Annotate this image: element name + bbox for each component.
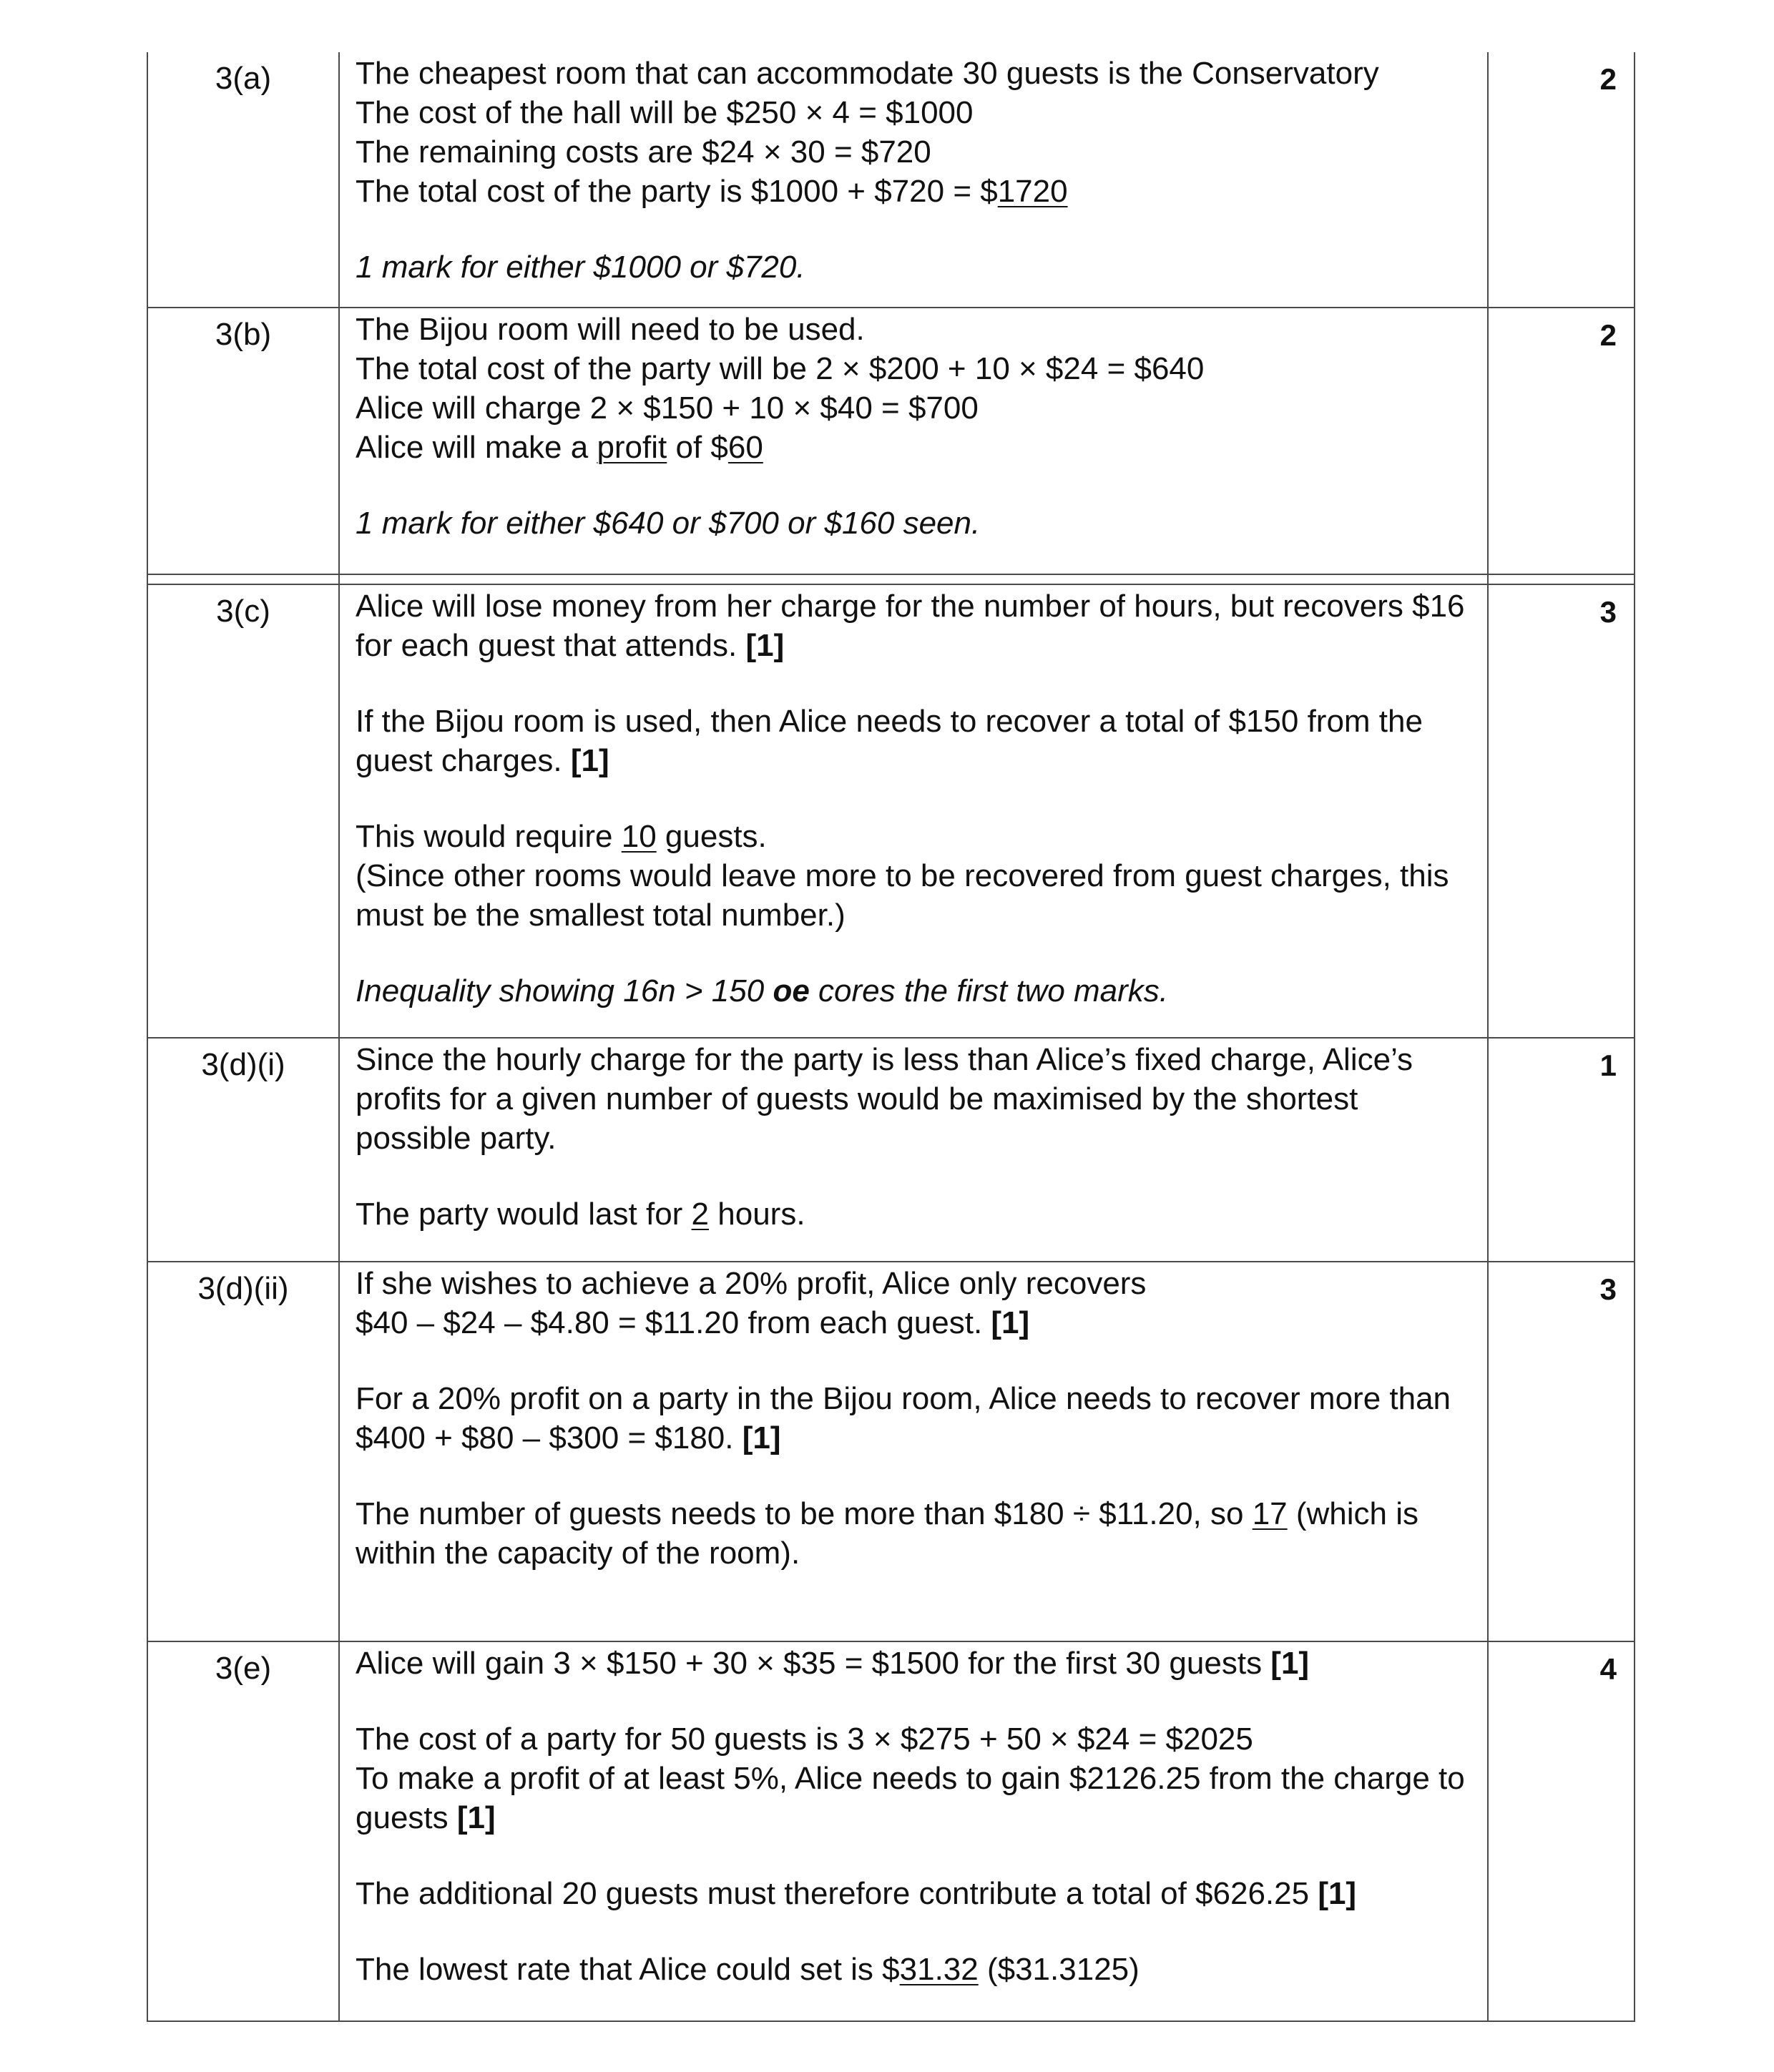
question-number: 3(b) xyxy=(147,308,339,574)
question-number: 3(c) xyxy=(147,584,339,1038)
answer-paragraph: If she wishes to achieve a 20% profit, Alice only recovers $40 – $24 – $4.80 = $11.20 from each guest. [1] xyxy=(356,1266,1147,1340)
final-answer: 31.32 xyxy=(899,1952,979,1987)
answer-paragraph: Alice will lose money from her charge for the number of hours, but recovers $16 for each guest that attends. [1] xyxy=(356,589,1465,663)
answer-paragraph: Since the hourly charge for the party is less than Alice’s fixed charge, Alice’s profits for a given number of guests would be maximised by the shortest possible party. xyxy=(356,1042,1413,1156)
table-row xyxy=(147,584,1635,1038)
answer-paragraph: The party would last for 2 hours. xyxy=(356,1197,805,1232)
answer-cell xyxy=(339,308,1488,574)
answer-paragraph: The additional 20 guests must therefore contribute a total of $626.25 [1] xyxy=(356,1876,1357,1911)
answer-paragraph: If the Bijou room is used, then Alice needs to recover a total of $150 from the guest charges. [1] xyxy=(356,704,1423,778)
underlined-term: profit xyxy=(597,430,667,465)
answer-cell xyxy=(339,52,1488,308)
table-row xyxy=(147,308,1635,574)
answer-cell xyxy=(339,1641,1488,2021)
answer-paragraph: The lowest rate that Alice could set is $31.32 ($31.3125) xyxy=(356,1952,1140,1987)
answer-line: Alice will make a profit of $60 xyxy=(356,430,763,465)
marking-note: 1 mark for either $640 or $700 or $160 seen. xyxy=(356,506,981,541)
marks-value: 3 xyxy=(1488,584,1635,1038)
answer-line: The remaining costs are $24 × 30 = $720 xyxy=(356,134,931,170)
answer-line: The cheapest room that can accommodate 30 guests is the Conservatory xyxy=(356,56,1379,91)
mark-tag: [1] xyxy=(570,743,609,778)
mark-tag: [1] xyxy=(456,1800,496,1835)
final-answer: 60 xyxy=(727,430,763,465)
table-row xyxy=(147,1641,1635,2021)
mark-tag: [1] xyxy=(1318,1876,1357,1911)
marks-value: 4 xyxy=(1488,1641,1635,2021)
answer-line: The cost of the hall will be $250 × 4 = $1000 xyxy=(356,95,974,130)
answer-paragraph: The number of guests needs to be more than $180 ÷ $11.20, so 17 (which is within the capacity of the room). xyxy=(356,1496,1419,1571)
final-answer: 2 xyxy=(691,1197,710,1232)
mark-tag: [1] xyxy=(1270,1646,1310,1681)
answer-cell xyxy=(339,1038,1488,1262)
row-separator xyxy=(147,574,1635,584)
answer-line: The Bijou room will need to be used. xyxy=(356,312,865,347)
question-number: 3(d)(ii) xyxy=(147,1262,339,1641)
final-answer: 1720 xyxy=(997,174,1068,209)
table-row xyxy=(147,1262,1635,1641)
answer-line: The total cost of the party will be 2 × $200 + 10 × $24 = $640 xyxy=(356,351,1205,386)
marking-note: 1 mark for either $1000 or $720. xyxy=(356,250,805,285)
answer-line: Alice will charge 2 × $150 + 10 × $40 = $700 xyxy=(356,391,979,426)
answer-line: The total cost of the party is $1000 + $720 = $1720 xyxy=(356,174,1068,209)
question-number: 3(d)(i) xyxy=(147,1038,339,1262)
mark-scheme-table xyxy=(147,52,1635,2022)
marks-value: 1 xyxy=(1488,1038,1635,1262)
answer-paragraph: Alice will gain 3 × $150 + 30 × $35 = $1500 for the first 30 guests [1] xyxy=(356,1646,1310,1681)
final-answer: 17 xyxy=(1252,1496,1288,1531)
mark-tag: [1] xyxy=(991,1305,1030,1340)
marks-value: 2 xyxy=(1488,308,1635,574)
answer-paragraph: For a 20% profit on a party in the Bijou room, Alice needs to recover more than $400 + $80 – $300 = $180. [1] xyxy=(356,1381,1451,1455)
final-answer: 10 xyxy=(621,819,657,854)
marks-value: 2 xyxy=(1488,52,1635,308)
answer-paragraph: The cost of a party for 50 guests is 3 × $275 + 50 × $24 = $2025 To make a profit of at least 5%, Alice needs to gain $2126.25 from the charge to guests [1] xyxy=(356,1722,1465,1835)
table-row xyxy=(147,52,1635,308)
question-number: 3(a) xyxy=(147,52,339,308)
answer-cell xyxy=(339,584,1488,1038)
answer-cell xyxy=(339,1262,1488,1641)
table-row xyxy=(147,1038,1635,1262)
question-number: 3(e) xyxy=(147,1641,339,2021)
marks-value: 3 xyxy=(1488,1262,1635,1641)
answer-paragraph: This would require 10 guests. (Since other rooms would leave more to be recovered from guest charges, this must be the smallest total number.) xyxy=(356,819,1449,933)
marking-note: Inequality showing 16n > 150 oe cores the first two marks. xyxy=(356,973,1169,1008)
mark-tag: [1] xyxy=(742,1420,781,1455)
mark-tag: [1] xyxy=(745,628,785,663)
